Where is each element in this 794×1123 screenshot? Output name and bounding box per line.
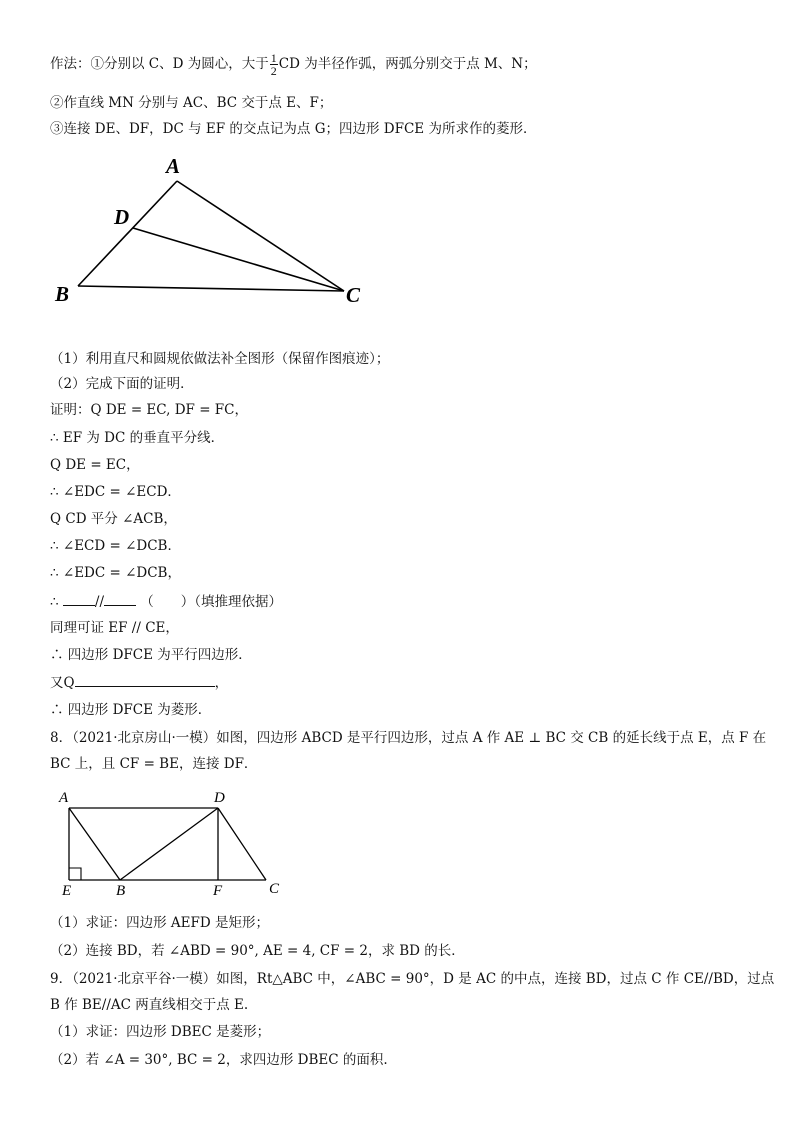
label-c: C — [269, 881, 280, 897]
q8-stem-line-2: BC 上，且 CF = BE，连接 DF． — [50, 756, 258, 772]
fraction-one-half — [270, 52, 278, 77]
proof-line-10: ∴ 四边形 DFCE 为平行四边形． — [50, 647, 252, 663]
construction-step-2: ②作直线 MN 分别与 AC、BC 交于点 E、F； — [50, 95, 333, 111]
label-e: E — [62, 883, 72, 899]
segment-ab — [69, 808, 120, 880]
q7-part-1: （1）利用直尺和圆规依做法补全图形（保留作图痕迹）； — [50, 351, 390, 367]
proof-line-6: ∴ ∠ECD = ∠DCB． — [50, 538, 181, 554]
q9-part-1: （1）求证：四边形 DBEC 是菱形； — [50, 1024, 271, 1040]
q9-part-2: （2）若 ∠A = 30°, BC = 2，求四边形 DBEC 的面积. — [50, 1052, 388, 1068]
segment-bc — [78, 286, 344, 291]
proof-line-1: 证明：Q DE = EC, DF = FC， — [50, 402, 248, 418]
proof-line-3: Q DE = EC， — [50, 457, 140, 473]
figure-parallelogram-abcd — [58, 788, 298, 898]
proof-line-8 — [50, 591, 282, 612]
proof-line-2: ∴ EF 为 DC 的垂直平分线． — [50, 430, 225, 446]
proof-line-11 — [50, 672, 228, 693]
proof-line-9: 同理可证 EF // CE， — [50, 620, 179, 636]
segment-dc — [133, 228, 344, 291]
q8-stem-line-1: 8．（2021·北京房山·一模）如图，四边形 ABCD 是平行四边形，过点 A 作 AE ⊥ BC 交 CB 的延长线于点 E，点 F 在 — [50, 730, 767, 746]
fill-blank-3[interactable] — [75, 672, 215, 687]
q8-part-1: （1）求证：四边形 AEFD 是矩形； — [50, 915, 269, 931]
label-a: A — [59, 790, 69, 806]
right-angle-mark — [69, 868, 81, 880]
label-d: D — [214, 790, 225, 806]
q9-stem-line-1: 9．（2021·北京平谷·一模）如图，Rt△ABC 中，∠ABC = 90°，D 是 AC 的中点，连接 BD，过点 C 作 CE//BD，过点 — [50, 971, 775, 987]
proof-line-5: Q CD 平分 ∠ACB， — [50, 511, 177, 527]
construction-step-3: ③连接 DE、DF，DC 与 EF 的交点记为点 G；四边形 DFCE 为所求作的菱形． — [50, 121, 537, 137]
fraction-numerator: 1 — [270, 51, 277, 65]
label-f: F — [213, 883, 223, 899]
label-b: B — [116, 883, 126, 899]
segment-ac — [177, 181, 344, 291]
fill-blank-2[interactable] — [104, 591, 136, 606]
fraction-denominator: 2 — [270, 64, 277, 78]
step1-text-post: CD 为半径作弧，两弧分别交于点 M、N； — [278, 56, 537, 72]
reason-prompt: （ ）（填推理依据） — [140, 594, 283, 610]
label-c: C — [346, 283, 361, 307]
therefore-symbol: ∴ — [50, 594, 59, 610]
proof-line-12: ∴ 四边形 DFCE 为菱形． — [50, 702, 212, 718]
proof-line-4: ∴ ∠EDC = ∠ECD． — [50, 484, 181, 500]
label-a: A — [166, 154, 181, 178]
comma: ， — [214, 675, 229, 691]
construction-step-1 — [50, 52, 537, 77]
segment-ab — [78, 181, 177, 286]
label-d: D — [114, 205, 130, 229]
parallel-symbol: // — [94, 594, 104, 610]
q7-part-2: （2）完成下面的证明． — [50, 376, 194, 392]
segment-bd — [120, 808, 218, 880]
fill-blank-1[interactable] — [63, 591, 95, 606]
proof-line-7: ∴ ∠EDC = ∠DCB， — [50, 565, 181, 581]
also-since: 又Q — [50, 675, 75, 691]
figure-triangle-abc — [50, 155, 370, 305]
q9-stem-line-2: B 作 BE//AC 两直线相交于点 E. — [50, 997, 249, 1013]
step1-text-pre: 作法：①分别以 C、D 为圆心，大于 — [50, 56, 269, 72]
label-b: B — [55, 282, 70, 306]
q8-part-2: （2）连接 BD，若 ∠ABD = 90°, AE = 4, CF = 2，求 BD 的长． — [50, 943, 465, 959]
segment-dc — [218, 808, 266, 880]
